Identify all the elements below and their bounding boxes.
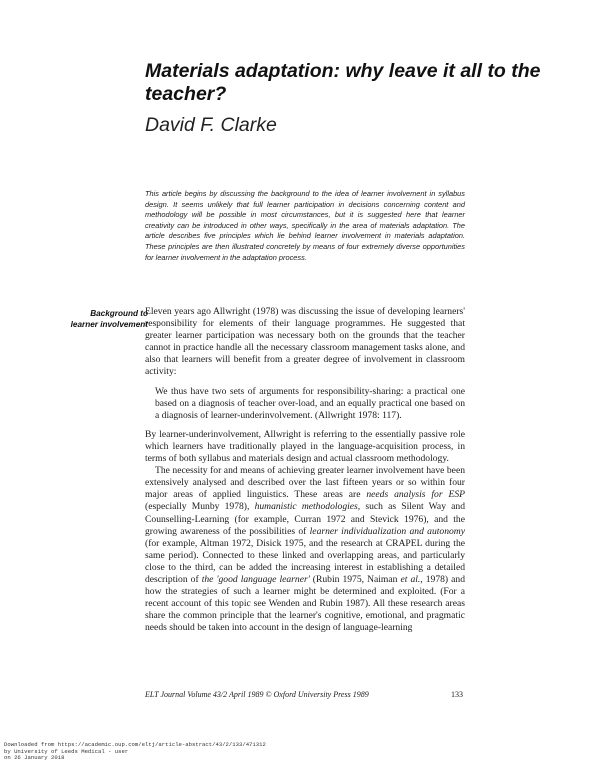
p3-text-a: The necessity for and means of achieving greater learner involvement have been extensively analysed and described over the last fifteen years or so within four major areas of applied linguistics. These areas are	[145, 465, 465, 501]
download-line-2: by University of Leeds Medical - user	[4, 747, 129, 755]
p3-good-learner: the 'good language learner'	[201, 573, 310, 585]
download-line-3: on 26 January 2018	[4, 754, 65, 762]
body-paragraph-1: Eleven years ago Allwright (1978) was discussing the issue of developing learners' responsibility for elements of their language programmes. He suggested that greater learner participation was necessary both on the grounds that the teacher cannot in practice handle all the necessary classroom management tasks alone, and also that learners will benefit from a greater degree of involvement in classroom activity:	[145, 306, 465, 378]
article-title: Materials adaptation: why leave it all to the teacher?	[145, 60, 541, 105]
p3-text-f: , 1978) and how the strategies of such a learner might be determined and exploited. (For a recent account of this topic see Wenden and Rubin 1987). All these research areas share the common principle that the learner's cognitive, emotional, and pragmatic needs should be taken into account in the design of language-learning	[145, 573, 466, 634]
page-number: 133	[451, 690, 463, 699]
article-body	[145, 306, 465, 634]
p3-individualization: learner individualization and autonomy	[309, 525, 465, 537]
article-author: David F. Clarke	[145, 114, 277, 136]
p3-text-d: (for example, Altman 1972, Disick 1975, and the research at CRAPEL during the same period). Connected to these linked and overlapping areas, and particularly close to the third, can be added the increasing interest in establishing a detailed description of	[145, 537, 465, 585]
p3-et-al: et al.	[400, 573, 421, 585]
block-quote: We thus have two sets of arguments for responsibility-sharing: a practical one based on a diagnosis of teacher over-load, and an equally practical one based on a diagnosis of learner-underinvolvement. (Allwright 1978: 117).	[155, 385, 465, 421]
section-heading-line-1: Background to	[90, 309, 148, 318]
article-abstract: This article begins by discussing the background to the idea of learner involvement in syllabus design. It seems unlikely that full learner participation in decisions concerning content and methodology will be possible in most circumstances, but it is suggested here that learner creativity can be introduced in other ways, specifically in the area of materials adaptation. The article describes five principles which lie behind learner involvement in materials adaptation. These principles are then illustrated concretely by means of four extremely diverse opportunities for learner involvement in the adaptation process.	[145, 189, 465, 262]
journal-citation: ELT Journal Volume 43/2 April 1989 © Oxford University Press 1989	[145, 690, 369, 699]
body-paragraph-3	[145, 465, 465, 634]
p3-text-c: , such as Silent Way and Counselling-Learning (for example, Curran 1972 and Stevick 1976), and the growing awareness of the possibilities of	[145, 501, 466, 537]
page-footer	[145, 690, 463, 699]
p3-needs-analysis: needs analysis for ESP	[366, 489, 465, 501]
download-notice	[4, 742, 266, 762]
p3-text-e: (Rubin 1975, Naiman	[309, 573, 401, 585]
section-heading	[52, 308, 148, 330]
p3-humanistic: humanistic methodologies	[254, 501, 358, 513]
download-line-1: Downloaded from https://academic.oup.com/eltj/article-abstract/43/2/133/471312	[4, 741, 266, 748]
section-heading-line-2: learner involvement	[70, 320, 148, 329]
body-paragraph-2: By learner-underinvolvement, Allwright is referring to the essentially passive role which learners have traditionally played in the language-acquisition process, in terms of both syllabus and materials design and actual classroom methodology.	[145, 428, 465, 465]
p3-text-b: (especially Munby 1978),	[145, 501, 255, 513]
